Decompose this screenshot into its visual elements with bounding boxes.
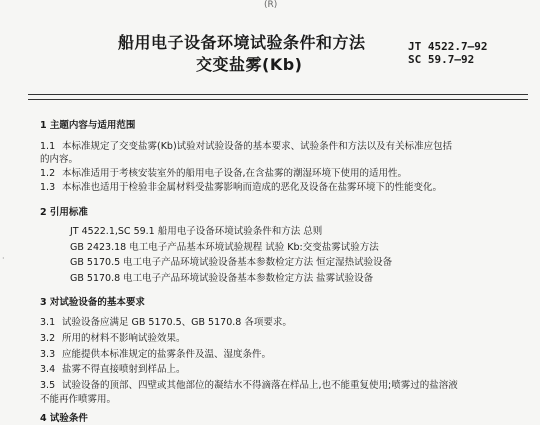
section-heading-4: 4 试验条件: [40, 413, 88, 424]
reference-3: GB 5170.5 电工电子产品环境试验设备基本参数检定方法 恒定湿热试验设备: [70, 257, 393, 268]
standard-code-jt: JT 4522.7—92: [408, 40, 488, 53]
document-title: 船用电子设备环境试验条件和方法: [118, 33, 366, 52]
section-heading-3: 3 对试验设备的基本要求: [40, 297, 145, 308]
clause-1-1-continued: 的内容。: [40, 154, 79, 165]
clause-1-1: [40, 141, 452, 153]
clause-text: 盐雾不得直接喷射到样品上。: [62, 364, 186, 375]
clause-text: 本标准适用于考核安装室外的船用电子设备,在含盐雾的潮湿环境下使用的适用性。: [62, 168, 408, 179]
clause-3-5-continued: 不能再作喷雾用。: [40, 394, 117, 405]
clause-number: 1.2: [40, 168, 56, 179]
clause-number: 3.1: [40, 317, 56, 328]
clause-text: 应能提供本标准规定的盐雾条件及温、湿度条件。: [62, 349, 272, 360]
clause-number: 3.3: [40, 349, 56, 360]
clause-1-2: [40, 168, 407, 180]
clause-number: 1.1: [40, 141, 56, 152]
standard-code-sc: SC 59.7—92: [408, 53, 475, 66]
scan-mark: (R): [264, 0, 278, 10]
clause-3-2: [40, 333, 186, 345]
clause-text: 本标准规定了交变盐雾(Kb)试验对试验设备的基本要求、试验条件和方法以及有关标准应包括: [62, 141, 453, 152]
section-heading-1: 1 主题内容与适用范围: [40, 120, 136, 131]
section-heading-2: 2 引用标准: [40, 207, 88, 218]
clause-number: 3.4: [40, 364, 56, 375]
reference-2: GB 2423.18 电工电子产品基本环境试验规程 试验 Kb:交变盐雾试验方法: [70, 242, 379, 253]
clause-3-4: [40, 364, 186, 376]
clause-text: 试验设备应满足 GB 5170.5、GB 5170.8 各项要求。: [62, 317, 292, 328]
document-subtitle: 交变盐雾(Kb): [196, 55, 303, 74]
clause-number: 3.5: [40, 380, 56, 391]
clause-text: 所用的材料不影响试验效果。: [62, 333, 186, 344]
clause-1-3: [40, 182, 442, 194]
clause-3-1: [40, 317, 292, 329]
margin-mark: ·: [2, 254, 5, 263]
clause-3-5: [40, 380, 458, 392]
reference-4: GB 5170.8 电工电子产品环境试验设备基本参数检定方法 盐雾试验设备: [70, 273, 374, 284]
clause-text: 本标准也适用于检验非金属材料受盐雾影响而造成的恶化及设备在盐雾环境下的性能变化。: [62, 182, 443, 193]
clause-text: 试验设备的顶部、四壁或其他部位的凝结水不得滴落在样品上,也不能重复使用;喷雾过的盐溶液: [62, 380, 458, 391]
reference-1: JT 4522.1,SC 59.1 船用电子设备环境试验条件和方法 总则: [70, 226, 323, 237]
clause-number: 1.3: [40, 182, 56, 193]
clause-number: 3.2: [40, 333, 56, 344]
clause-3-3: [40, 349, 271, 361]
